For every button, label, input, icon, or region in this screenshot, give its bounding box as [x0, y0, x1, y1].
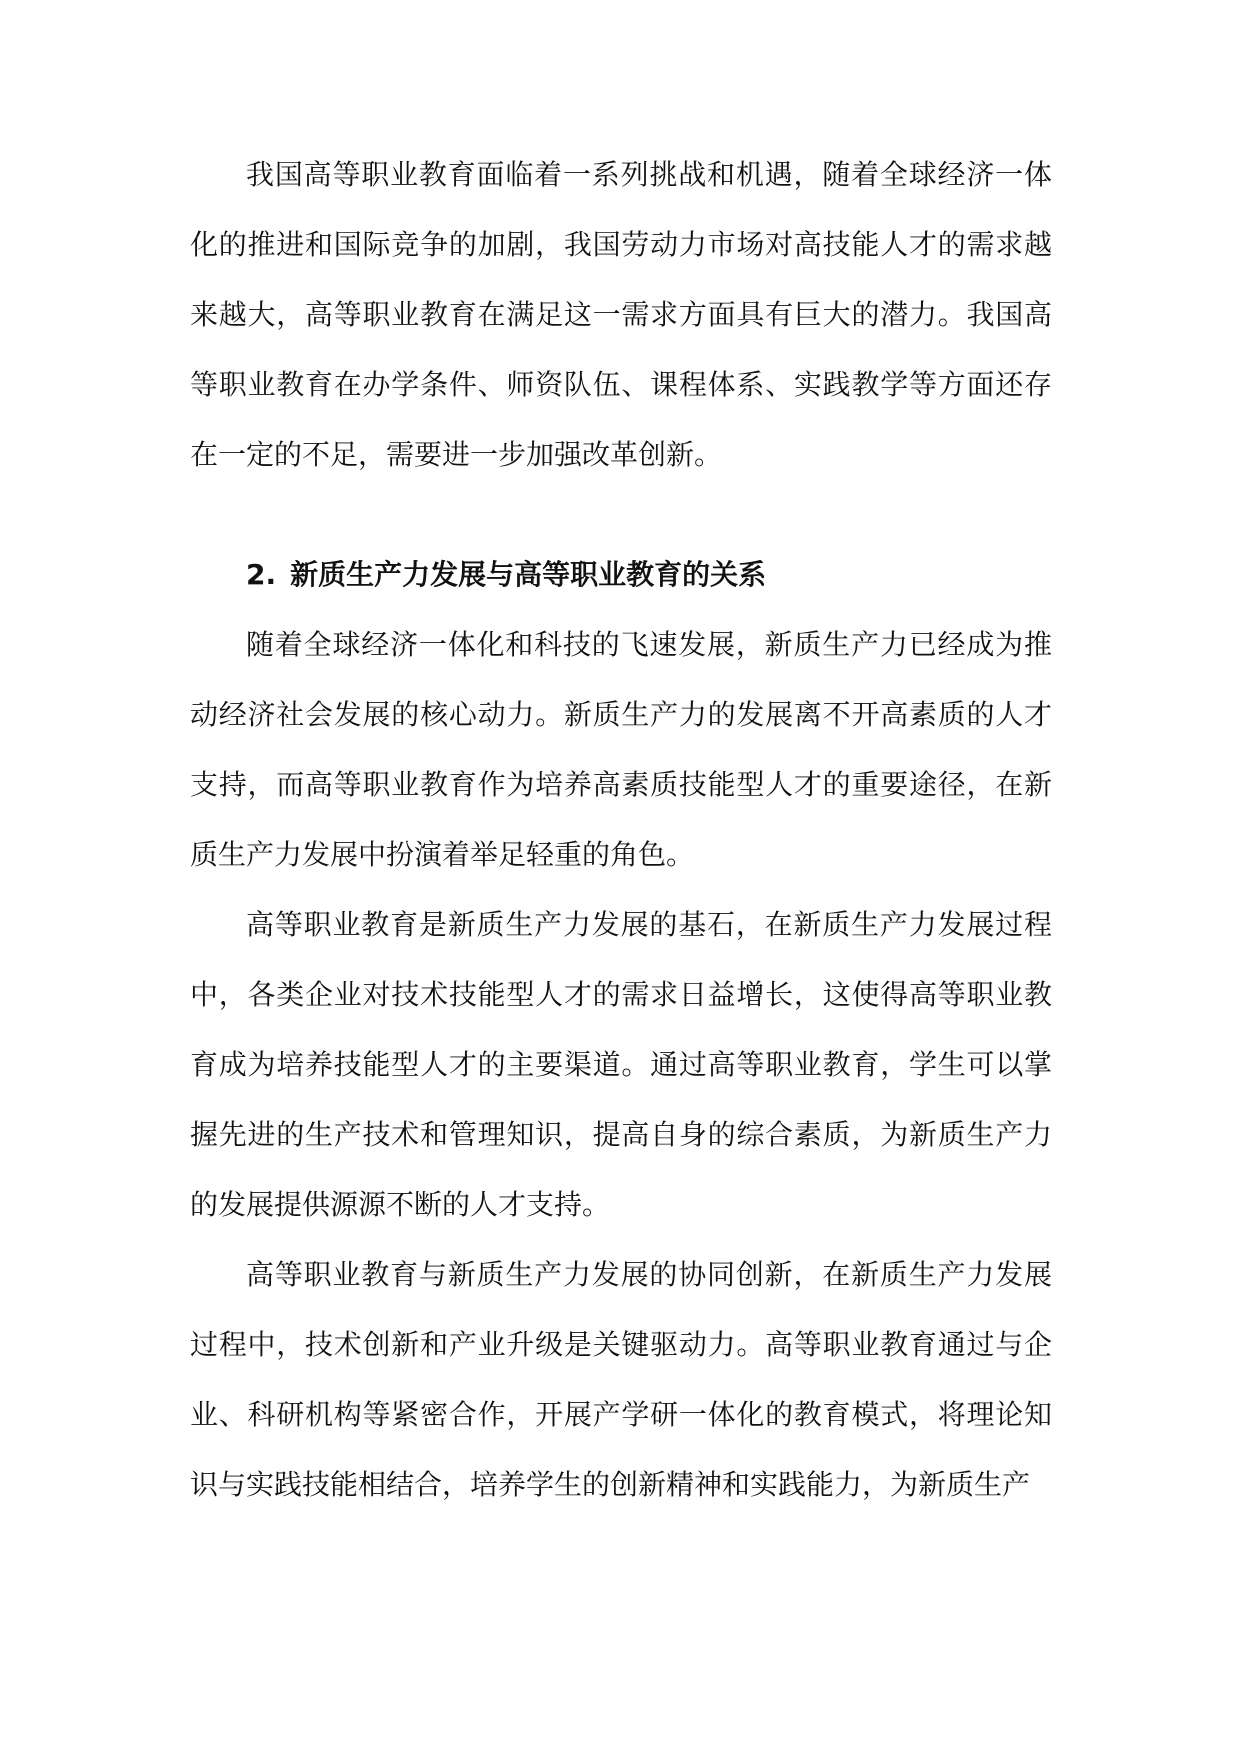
body-paragraph-2: 高等职业教育是新质生产力发展的基石，在新质生产力发展过程中，各类企业对技术技能型人才的需求日益增长，这使得高等职业教育成为培养技能型人才的主要渠道。通过高等职业教育，学生可以掌握先进的生产技术和管理知识，提高自身的综合素质，为新质生产力的发展提供源源不断的人才支持。	[190, 908, 1052, 1221]
document-page	[190, 140, 1052, 1520]
body-paragraph-3: 高等职业教育与新质生产力发展的协同创新，在新质生产力发展过程中，技术创新和产业升级是关键驱动力。高等职业教育通过与企业、科研机构等紧密合作，开展产学研一体化的教育模式，将理论知识与实践技能相结合，培养学生的创新精神和实践能力，为新质生产	[190, 1258, 1052, 1501]
section-title: 新质生产力发展与高等职业教育的关系	[290, 558, 767, 591]
body-paragraph-1: 随着全球经济一体化和科技的飞速发展，新质生产力已经成为推动经济社会发展的核心动力。新质生产力的发展离不开高素质的人才支持，而高等职业教育作为培养高素质技能型人才的重要途径，在新质生产力发展中扮演着举足轻重的角色。	[190, 628, 1052, 871]
section-heading	[190, 540, 1052, 610]
section-number: 2.	[246, 558, 277, 591]
intro-paragraph: 我国高等职业教育面临着一系列挑战和机遇，随着全球经济一体化的推进和国际竞争的加剧，我国劳动力市场对高技能人才的需求越来越大，高等职业教育在满足这一需求方面具有巨大的潜力。我国高等职业教育在办学条件、师资队伍、课程体系、实践教学等方面还存在一定的不足，需要进一步加强改革创新。	[190, 158, 1052, 471]
